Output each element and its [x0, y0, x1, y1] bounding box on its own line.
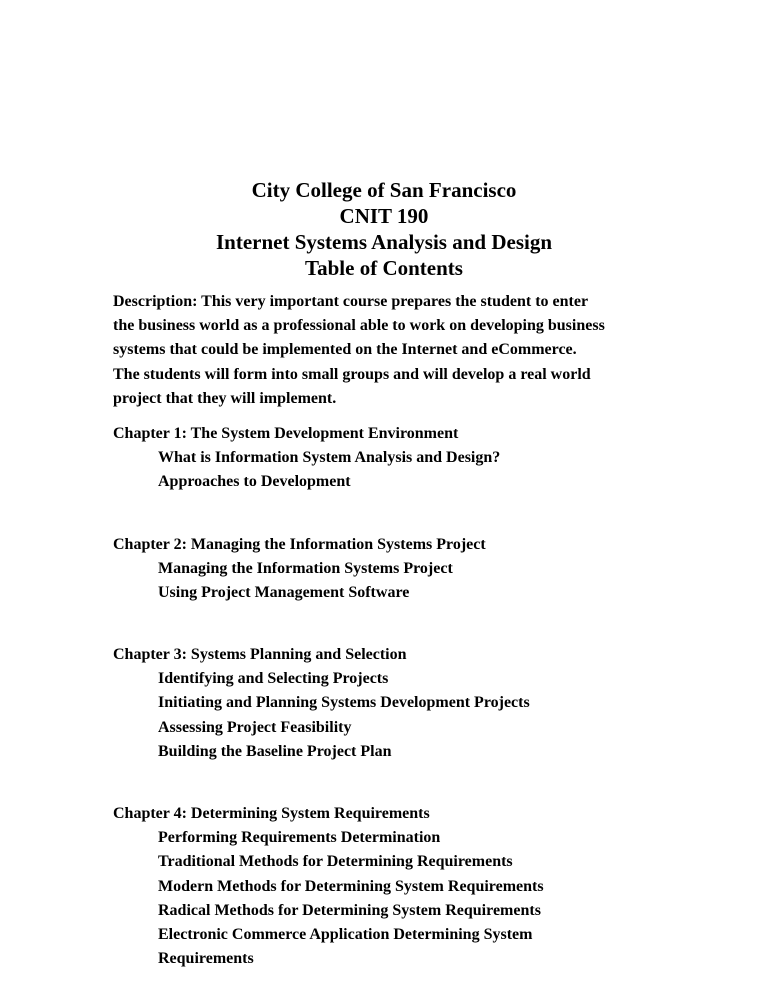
title-line: Internet Systems Analysis and Design	[215, 230, 553, 254]
chapter-item: Using Project Management Software	[158, 584, 410, 602]
chapter-3	[113, 643, 530, 764]
chapter-heading: Chapter 3: Systems Planning and Selection	[113, 646, 407, 663]
chapter-item: Radical Methods for Determining System Requirements	[158, 901, 541, 919]
chapter-heading: Chapter 4: Determining System Requirements	[113, 805, 430, 822]
document-title	[0, 177, 768, 281]
chapter-1	[113, 422, 500, 495]
chapter-item: Identifying and Selecting Projects	[158, 670, 389, 688]
chapter-item: Assessing Project Feasibility	[158, 718, 352, 736]
chapter-item: Managing the Information Systems Project	[158, 560, 453, 578]
chapter-item: Modern Methods for Determining System Requirements	[158, 877, 544, 895]
chapter-item: Electronic Commerce Application Determining System	[158, 926, 533, 944]
description-line: project that they will implement.	[113, 389, 337, 407]
description-line: systems that could be implemented on the Internet and eCommerce.	[113, 341, 577, 359]
description-line: The students will form into small groups and will develop a real world	[113, 365, 591, 383]
chapter-item: What is Information System Analysis and Design?	[158, 449, 501, 467]
description-line: the business world as a professional able to work on developing business	[113, 317, 605, 335]
course-description	[113, 290, 673, 411]
title-line: City College of San Francisco	[251, 178, 517, 202]
title-line: Table of Contents	[305, 256, 463, 280]
chapter-item: Performing Requirements Determination	[158, 829, 441, 847]
chapter-item: Requirements	[158, 950, 254, 968]
chapter-item: Initiating and Planning Systems Development Projects	[158, 694, 530, 712]
chapter-item: Building the Baseline Project Plan	[158, 742, 392, 760]
description-line: Description: This very important course prepares the student to enter	[113, 293, 589, 310]
chapter-heading: Chapter 1: The System Development Environment	[113, 425, 459, 442]
chapter-heading: Chapter 2: Managing the Information Systems Project	[113, 536, 486, 553]
chapter-item: Approaches to Development	[158, 473, 351, 491]
chapter-item: Traditional Methods for Determining Requirements	[158, 853, 513, 871]
chapter-4	[113, 802, 544, 971]
chapter-2	[113, 533, 486, 606]
title-line: CNIT 190	[339, 204, 429, 228]
